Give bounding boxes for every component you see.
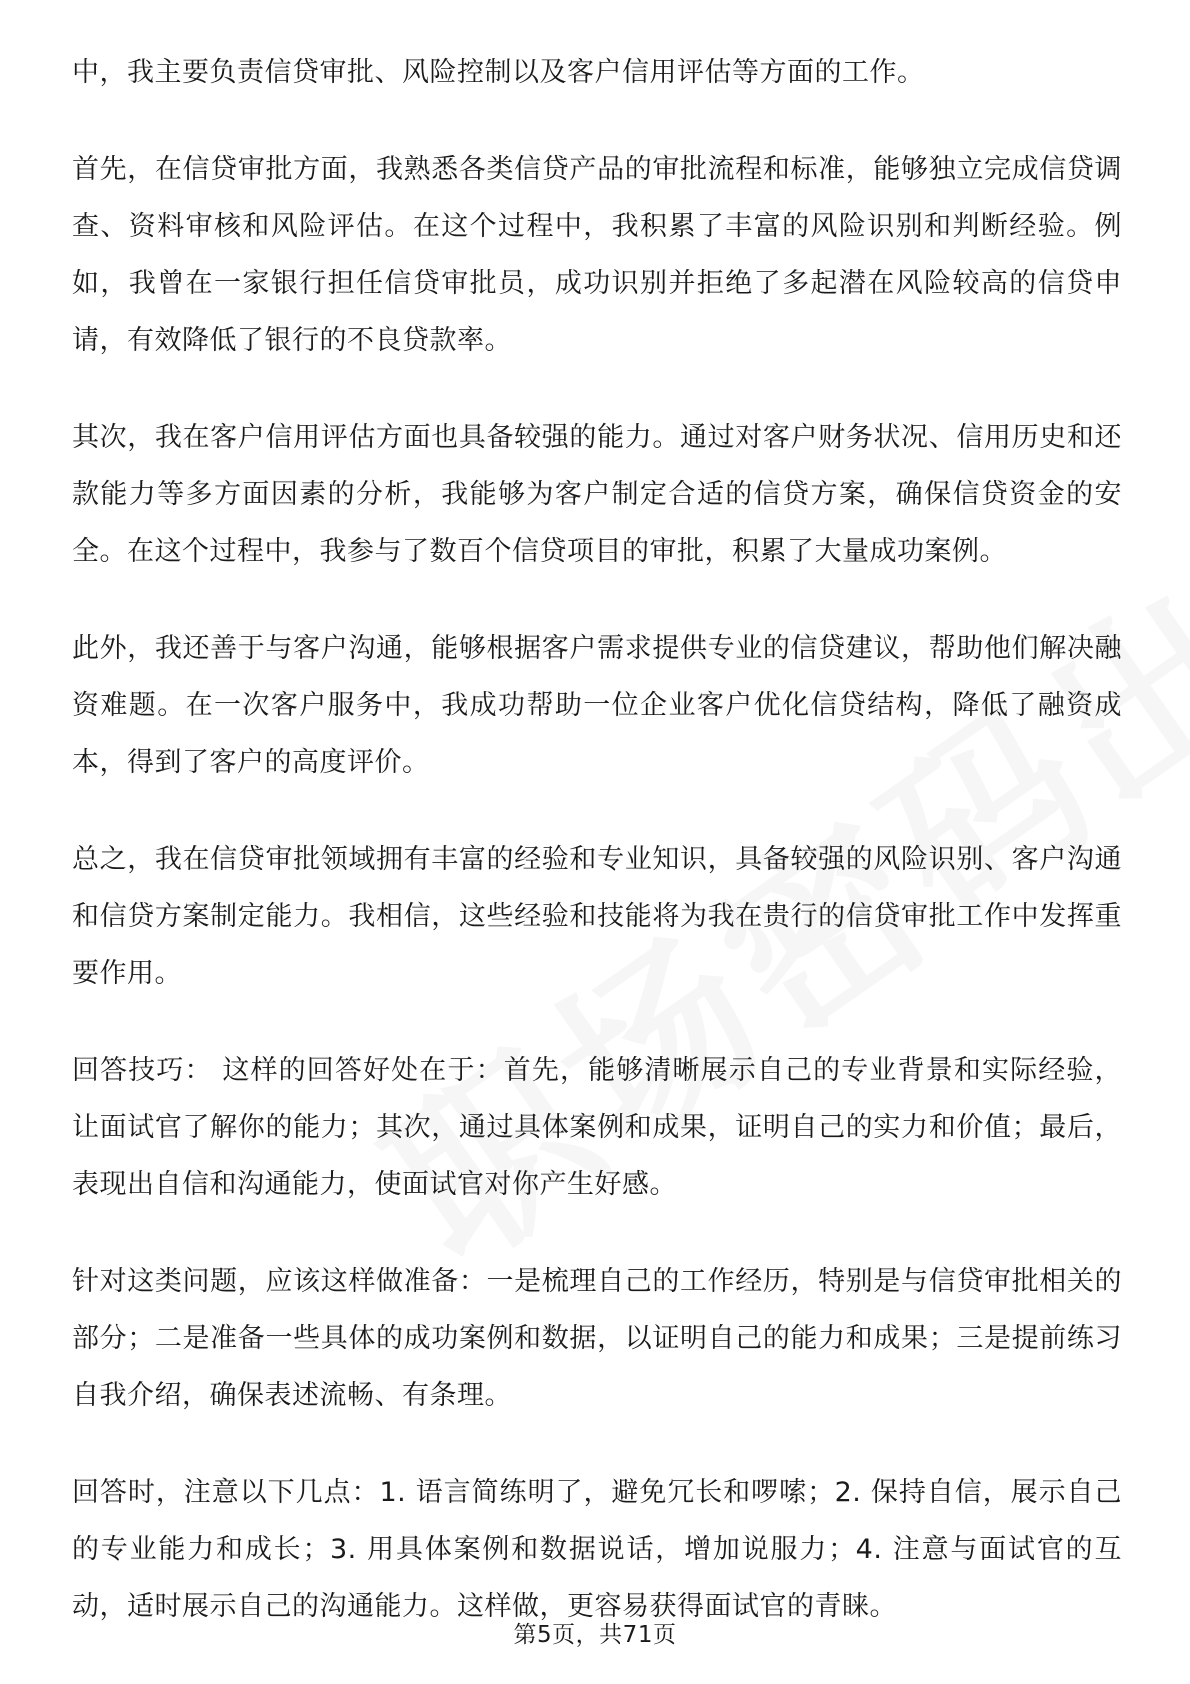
paragraph-preparation: 针对这类问题，应该这样做准备：一是梳理自己的工作经历，特别是与信贷审批相关的部分；二是准备一些具体的成功案例和数据，以证明自己的能力和成果；三是提前练习自我介绍，确保表述流畅、有条理。	[72, 1266, 1122, 1411]
paragraph-5: 总之，我在信贷审批领域拥有丰富的经验和专业知识，具备较强的风险识别、客户沟通和信贷方案制定能力。我相信，这些经验和技能将为我在贵行的信贷审批工作中发挥重要作用。	[72, 844, 1122, 989]
paragraph-answer-tips: 回答技巧： 这样的回答好处在于：首先，能够清晰展示自己的专业背景和实际经验，让面试官了解你的能力；其次，通过具体案例和成果，证明自己的实力和价值；最后，表现出自信和沟通能力，使面试官对你产生好感。	[72, 1055, 1122, 1200]
paragraph-1: 中，我主要负责信贷审批、风险控制以及客户信用评估等方面的工作。	[72, 57, 925, 88]
paragraph-4: 此外，我还善于与客户沟通，能够根据客户需求提供专业的信贷建议，帮助他们解决融资难题。在一次客户服务中，我成功帮助一位企业客户优化信贷结构，降低了融资成本，得到了客户的高度评价。	[72, 633, 1122, 778]
document-body	[72, 44, 1122, 1675]
page-number-footer: 第5页，共71页	[513, 1622, 677, 1648]
paragraph-2: 首先，在信贷审批方面，我熟悉各类信贷产品的审批流程和标准，能够独立完成信贷调查、资料审核和风险评估。在这个过程中，我积累了丰富的风险识别和判断经验。例如，我曾在一家银行担任信贷审批员，成功识别并拒绝了多起潜在风险较高的信贷申请，有效降低了银行的不良贷款率。	[72, 154, 1122, 356]
paragraph-notes: 回答时，注意以下几点：1. 语言简练明了，避免冗长和啰嗦；2. 保持自信，展示自己的专业能力和成长；3. 用具体案例和数据说话，增加说服力；4. 注意与面试官的互动，适时展示自己的沟通能力。这样做，更容易获得面试官的青睐。	[72, 1477, 1122, 1622]
paragraph-3: 其次，我在客户信用评估方面也具备较强的能力。通过对客户财务状况、信用历史和还款能力等多方面因素的分析，我能够为客户制定合适的信贷方案，确保信贷资金的安全。在这个过程中，我参与了数百个信贷项目的审批，积累了大量成功案例。	[72, 422, 1122, 567]
